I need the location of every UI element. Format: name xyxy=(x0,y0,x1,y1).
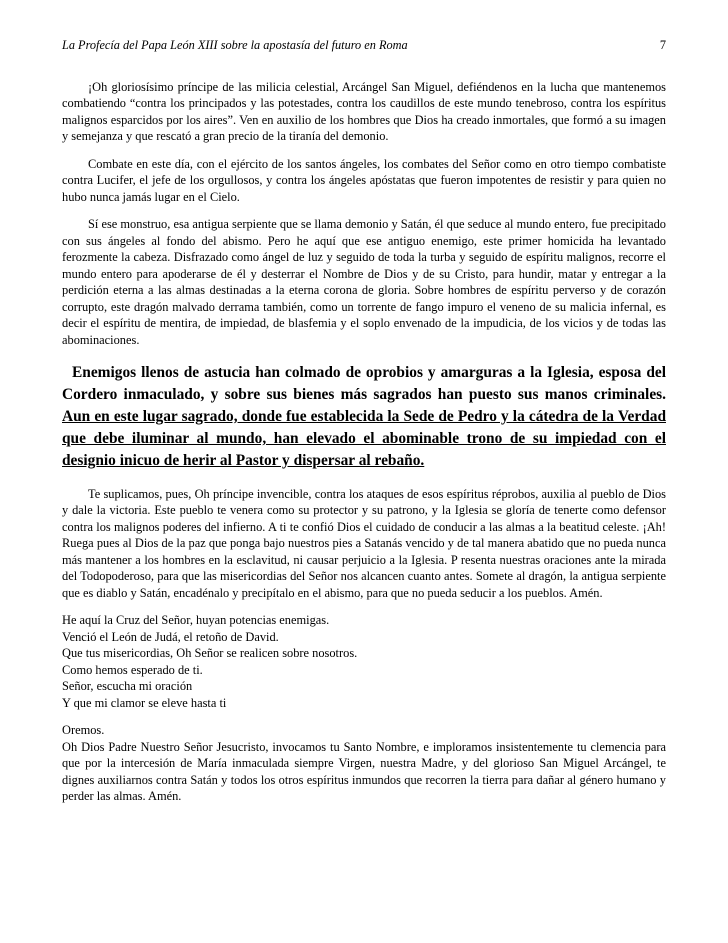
header-title: La Profecía del Papa León XIII sobre la apostasía del futuro en Roma xyxy=(62,38,408,52)
verse-block xyxy=(62,612,666,711)
verse-line: Y que mi clamor se eleve hasta ti xyxy=(62,695,227,710)
emphasis-plain-text: Enemigos llenos de astucia han colmado de oprobios y amarguras a la Iglesia, esposa del Cordero inmaculado, y sobre sus bienes más sagrados han puesto sus manos criminales. xyxy=(62,364,666,404)
verse-line: He aquí la Cruz del Señor, huyan potencias enemigas. xyxy=(62,613,330,628)
closing-block xyxy=(62,722,666,805)
paragraph: ¡Oh gloriosísimo príncipe de las milicia celestial, Arcángel San Miguel, defiéndenos en la lucha que mantenemos combatiendo “contra los principados y las potestades, contra los caudillos de este mundo tenebroso, contra los espíritus malignos esparcidos por los aires”. Ven en auxilio de los hombres que Dios ha creado inmortales, que formó a su imagen y semejanza y que rescató a gran precio de la tiranía del demonio. xyxy=(62,79,666,144)
verse-line: Que tus misericordias, Oh Señor se realicen sobre nosotros. xyxy=(62,646,358,661)
paragraph: Te suplicamos, pues, Oh príncipe invencible, contra los ataques de esos espíritus réprobos, auxilia al pueblo de Dios y dale la victoria. Este pueblo te venera como su protector y su patrono, y la Iglesia se gloría de tenerte como defensor contra los malignos poderes del infierno. A ti te confió Dios el cuidado de conducir a las almas a la beatitud celeste. ¡Ah! Ruega pues al Dios de la paz que ponga bajo nuestros pies a Satanás vencido y de tal manera abatido que no pueda nunca más mantener a los hombres en la esclavitud, ni causar perjuicio a la Iglesia. P resenta nuestras oraciones ante la mirada del Todopoderoso, para que las misericordias del Señor nos alcancen cuanto antes. Somete al dragón, la antigua serpiente que es diablo y Satán, encadénalo y precipítalo en el abismo, para que no pueda seducir a los pueblos. Amén. xyxy=(62,486,666,600)
paragraph: Combate en este día, con el ejército de los santos ángeles, los combates del Señor como en otro tiempo combatiste contra Lucifer, el jefe de los orgullosos, y contra los ángeles apóstatas que fueron impotentes de resistir y para quien no hubo nunca jamás lugar en el Cielo. xyxy=(62,156,666,204)
document-body xyxy=(62,79,666,805)
closing-paragraph: Oh Dios Padre Nuestro Señor Jesucristo, invocamos tu Santo Nombre, e imploramos insistentemente tu clemencia para que por la intercesión de María inmaculada siempre Virgen, nuestra Madre, y del glorioso San Miguel Arcángel, te dignes auxiliarnos contra Satán y todos los otros espíritus inmundos que recorren la tierra para dañar al género humano y perder las almas. Amén. xyxy=(62,739,666,804)
verse-line: Como hemos esperado de ti. xyxy=(62,662,203,677)
verse-line: Venció el León de Judá, el retoño de David. xyxy=(62,629,279,644)
closing-heading: Oremos. xyxy=(62,723,105,738)
paragraph: Sí ese monstruo, esa antigua serpiente que se llama demonio y Satán, él que seduce al mundo entero, fue precipitado con sus ángeles al fondo del abismo. Pero he aquí que ese antiguo enemigo, este primer homicida ha levantado ferozmente la cabeza. Disfrazado como ángel de luz y seguido de toda la turba y seguido de espíritu malignos, recorre el mundo entero para apoderarse de él y desterrar el Nombre de Dios y de su Cristo, para hundir, matar y entregar a la perdición eterna a las almas destinadas a la eterna corona de gloria. Sobre hombres de espíritu perverso y de corazón corrupto, este dragón malvado derrama también, como un torrente de fango impuro el veneno de su malicia infernal, es decir el espíritu de mentira, de impiedad, de blasfemia y el soplo envenado de la impudicia, de los vicios y de todas las abominaciones. xyxy=(62,217,666,347)
page-header xyxy=(62,38,666,53)
page-number: 7 xyxy=(659,38,666,52)
emphasized-passage xyxy=(62,362,666,471)
emphasis-underlined-text: Aun en este lugar sagrado, donde fue establecida la Sede de Pedro y la cátedra de la Verdad que debe iluminar al mundo, han elevado el abominable trono de su impiedad con el designio inicuo de herir al Pastor y dispersar al rebaño. xyxy=(62,408,666,469)
verse-line: Señor, escucha mi oración xyxy=(62,679,193,694)
